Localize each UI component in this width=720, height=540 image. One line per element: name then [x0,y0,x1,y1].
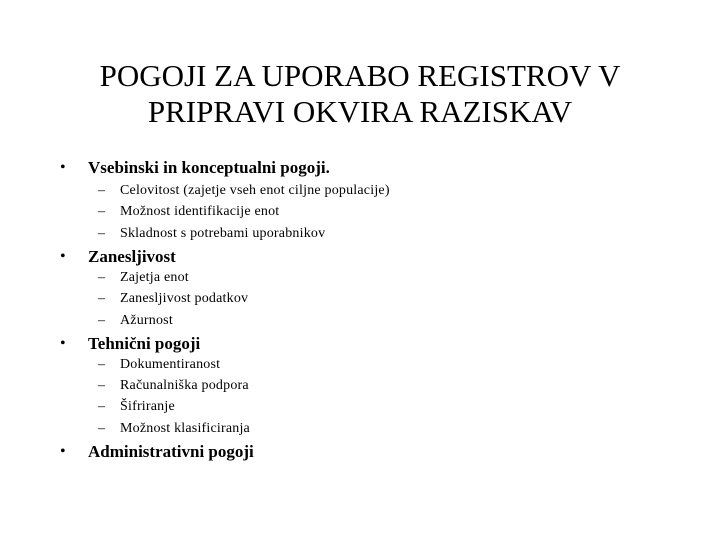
subitem: Skladnost s potrebami uporabnikov [120,226,326,241]
dash-marker: – [98,399,105,414]
dash-marker: – [98,421,105,436]
slide-title: POGOJI ZA UPORABO REGISTROV V PRIPRAVI OKVIRA RAZISKAV [99,58,621,129]
bullet-marker: • [60,159,66,176]
bullet-item-zanesljivost: Zanesljivost [88,247,176,266]
subitem: Zajetja enot [120,270,189,285]
subitem: Možnost identifikacije enot [120,204,280,219]
bullet-item-tehnicni: Tehnični pogoji [88,334,201,353]
bullet-marker: • [60,248,66,265]
bullet-marker: • [60,443,66,460]
subitem: Dokumentiranost [120,357,221,372]
dash-marker: – [98,357,105,372]
subitem: Ažurnost [120,313,173,328]
bullet-item-administrativni: Administrativni pogoji [88,442,254,461]
dash-marker: – [98,313,105,328]
dash-marker: – [98,183,105,198]
subitem: Celovitost (zajetje vseh enot ciljne populacije) [120,183,390,198]
bullet-item-vsebinski: Vsebinski in konceptualni pogoji. [88,158,330,177]
subitem: Računalniška podpora [120,378,249,393]
subitem: Šifriranje [120,399,175,414]
subitem: Zanesljivost podatkov [120,291,249,306]
dash-marker: – [98,270,105,285]
dash-marker: – [98,291,105,306]
dash-marker: – [98,204,105,219]
dash-marker: – [98,378,105,393]
subitem: Možnost klasificiranja [120,421,250,436]
bullet-marker: • [60,335,66,352]
dash-marker: – [98,226,105,241]
